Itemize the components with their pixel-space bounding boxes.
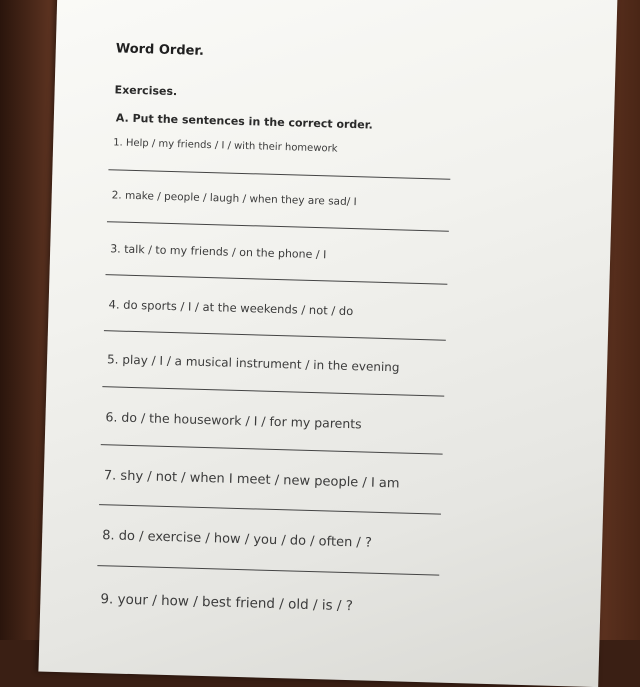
worksheet-content [100,41,476,615]
exercise-text: 3. talk / to my friends / on the phone / I [110,242,327,262]
answer-line [105,274,447,285]
exercise-text: 6. do / the housework / I / for my parents [105,409,362,432]
exercises-heading: Exercises. [114,83,178,99]
answer-line [102,386,444,397]
answer-line [107,221,449,232]
worksheet-title: Word Order. [115,41,205,59]
exercise-item-9 [100,591,460,617]
exercise-item-2 [112,189,472,211]
exercise-item-1 [113,137,473,158]
exercise-item-6 [105,409,465,434]
exercise-text: 4. do sports / I / at the weekends / not / do [108,297,354,319]
answer-line [108,169,450,180]
exercise-text: 7. shy / not / when I meet / new people / I am [103,468,400,492]
exercise-item-8 [102,528,462,553]
exercise-item-3 [110,242,470,265]
answer-line [97,565,439,576]
exercise-text: 8. do / exercise / how / you / do / often / ? [101,528,373,551]
exercise-item-5 [107,352,467,376]
answer-line [104,330,446,341]
answer-line [99,504,441,515]
exercise-text: 9. your / how / best friend / old / is / ? [100,591,354,615]
exercise-item-7 [104,468,464,493]
instruction-text: A. Put the sentences in the correct order. [115,111,373,132]
exercise-item-4 [108,297,468,321]
answer-line [101,444,443,455]
exercise-text: 1. Help / my friends / I / with their homework [113,137,338,155]
exercise-text: 2. make / people / laugh / when they are sad/ I [111,189,357,209]
exercise-text: 5. play / I / a musical instrument / in the evening [106,352,400,375]
worksheet-paper [38,0,618,687]
